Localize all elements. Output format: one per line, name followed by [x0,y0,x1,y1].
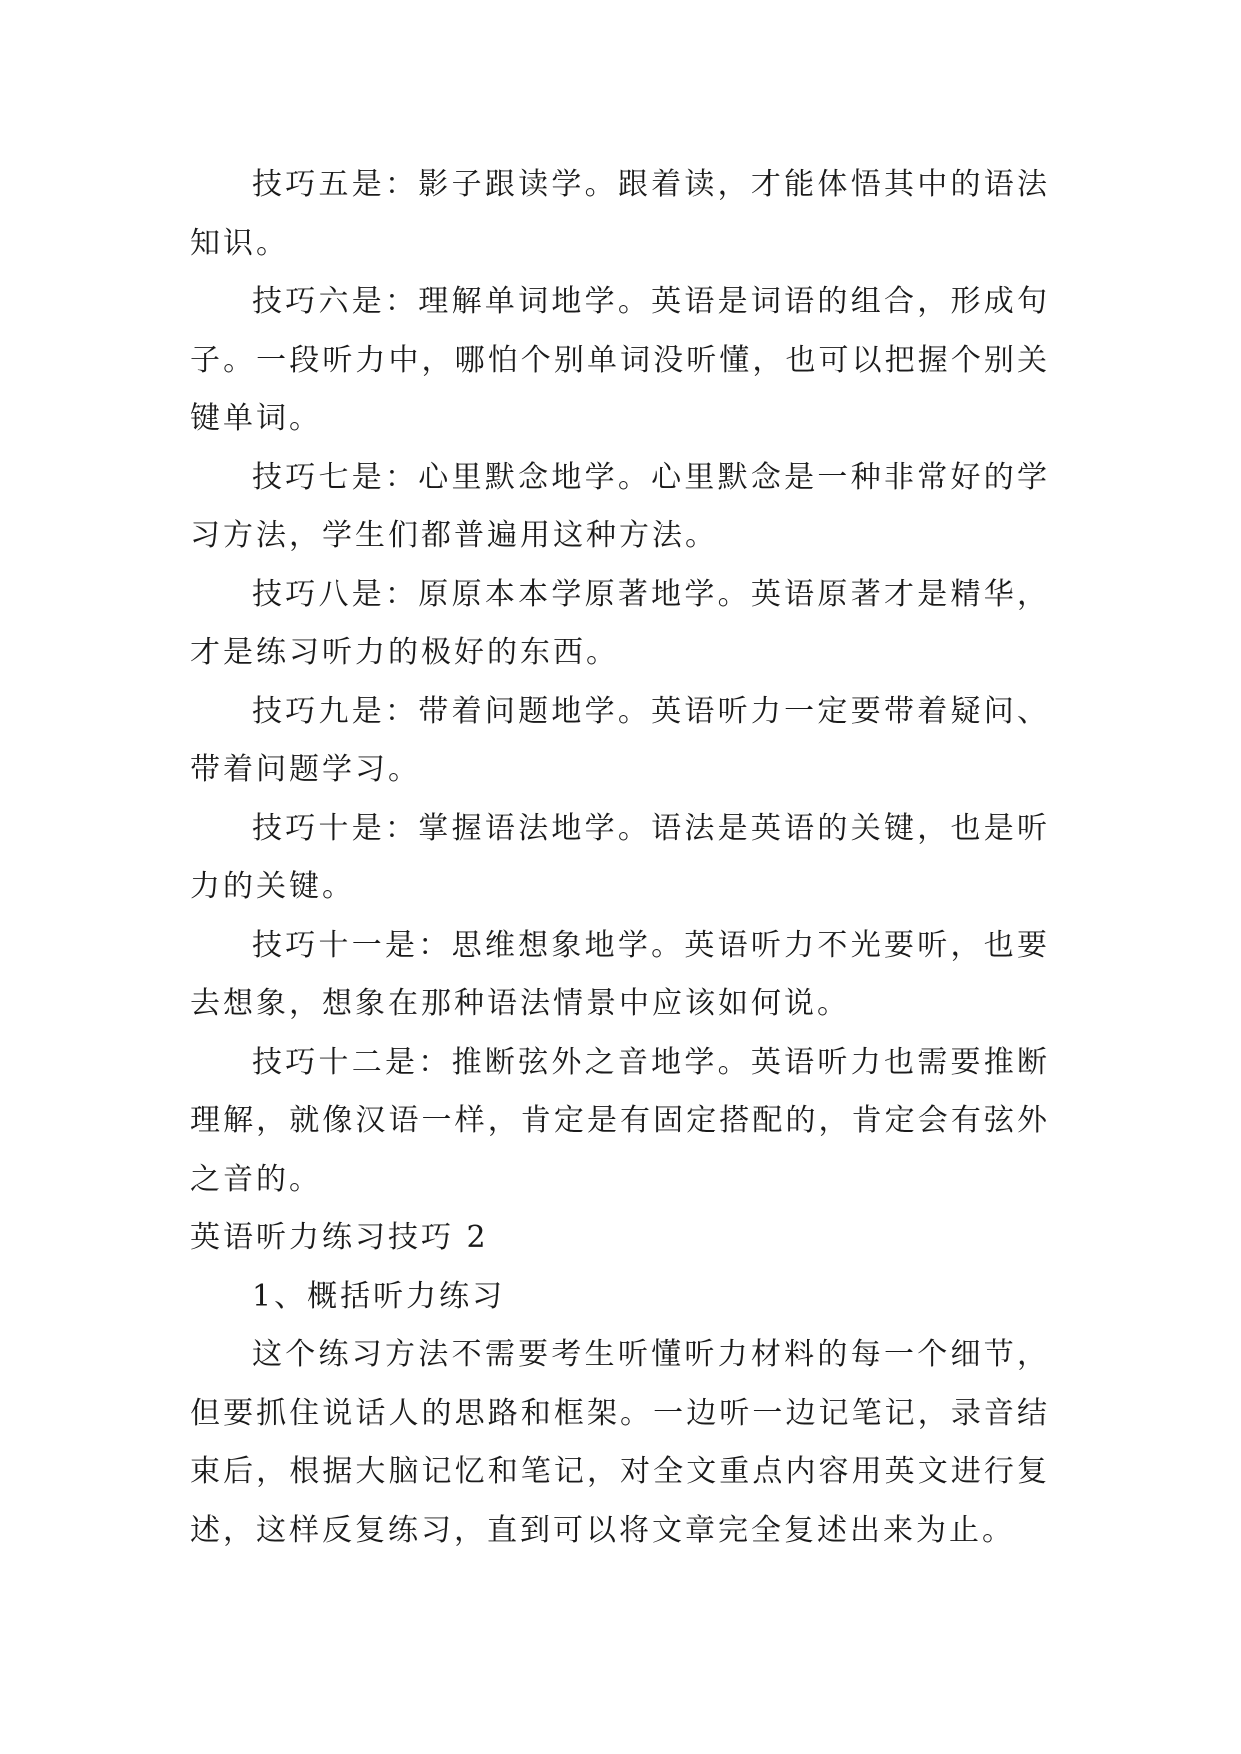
paragraph-tip-10: 技巧十是：掌握语法地学。语法是英语的关键，也是听力的关键。 [190,810,1050,904]
paragraph-summary-practice: 这个练习方法不需要考生听懂听力材料的每一个细节，但要抓住说话人的思路和框架。一边听一边记笔记，录音结束后，根据大脑记忆和笔记，对全文重点内容用英文进行复述，这样反复练习，直到可以将文章完全复述出来为止。 [190,1337,1050,1548]
paragraph-tip-11: 技巧十一是：思维想象地学。英语听力不光要听，也要去想象，想象在那种语法情景中应该如何说。 [190,927,1050,1021]
paragraph-tip-12: 技巧十二是：推断弦外之音地学。英语听力也需要推断理解，就像汉语一样，肯定是有固定搭配的，肯定会有弦外之音的。 [190,1044,1050,1197]
document-body [190,156,1050,1560]
paragraph-tip-6: 技巧六是：理解单词地学。英语是词语的组合，形成句子。一段听力中，哪怕个别单词没听懂，也可以把握个别关键单词。 [190,284,1050,436]
paragraph-tip-5: 技巧五是：影子跟读学。跟着读，才能体悟其中的语法知识。 [190,167,1050,261]
paragraph-tip-7: 技巧七是：心里默念地学。心里默念是一种非常好的学习方法，学生们都普遍用这种方法。 [190,459,1050,553]
section-heading: 英语听力练习技巧 2 [190,1220,489,1255]
subheading: 1、概括听力练习 [252,1278,506,1314]
paragraph-tip-8: 技巧八是：原原本本学原著地学。英语原著才是精华，才是练习听力的极好的东西。 [190,576,1050,670]
paragraph-tip-9: 技巧九是：带着问题地学。英语听力一定要带着疑问、带着问题学习。 [190,693,1050,787]
